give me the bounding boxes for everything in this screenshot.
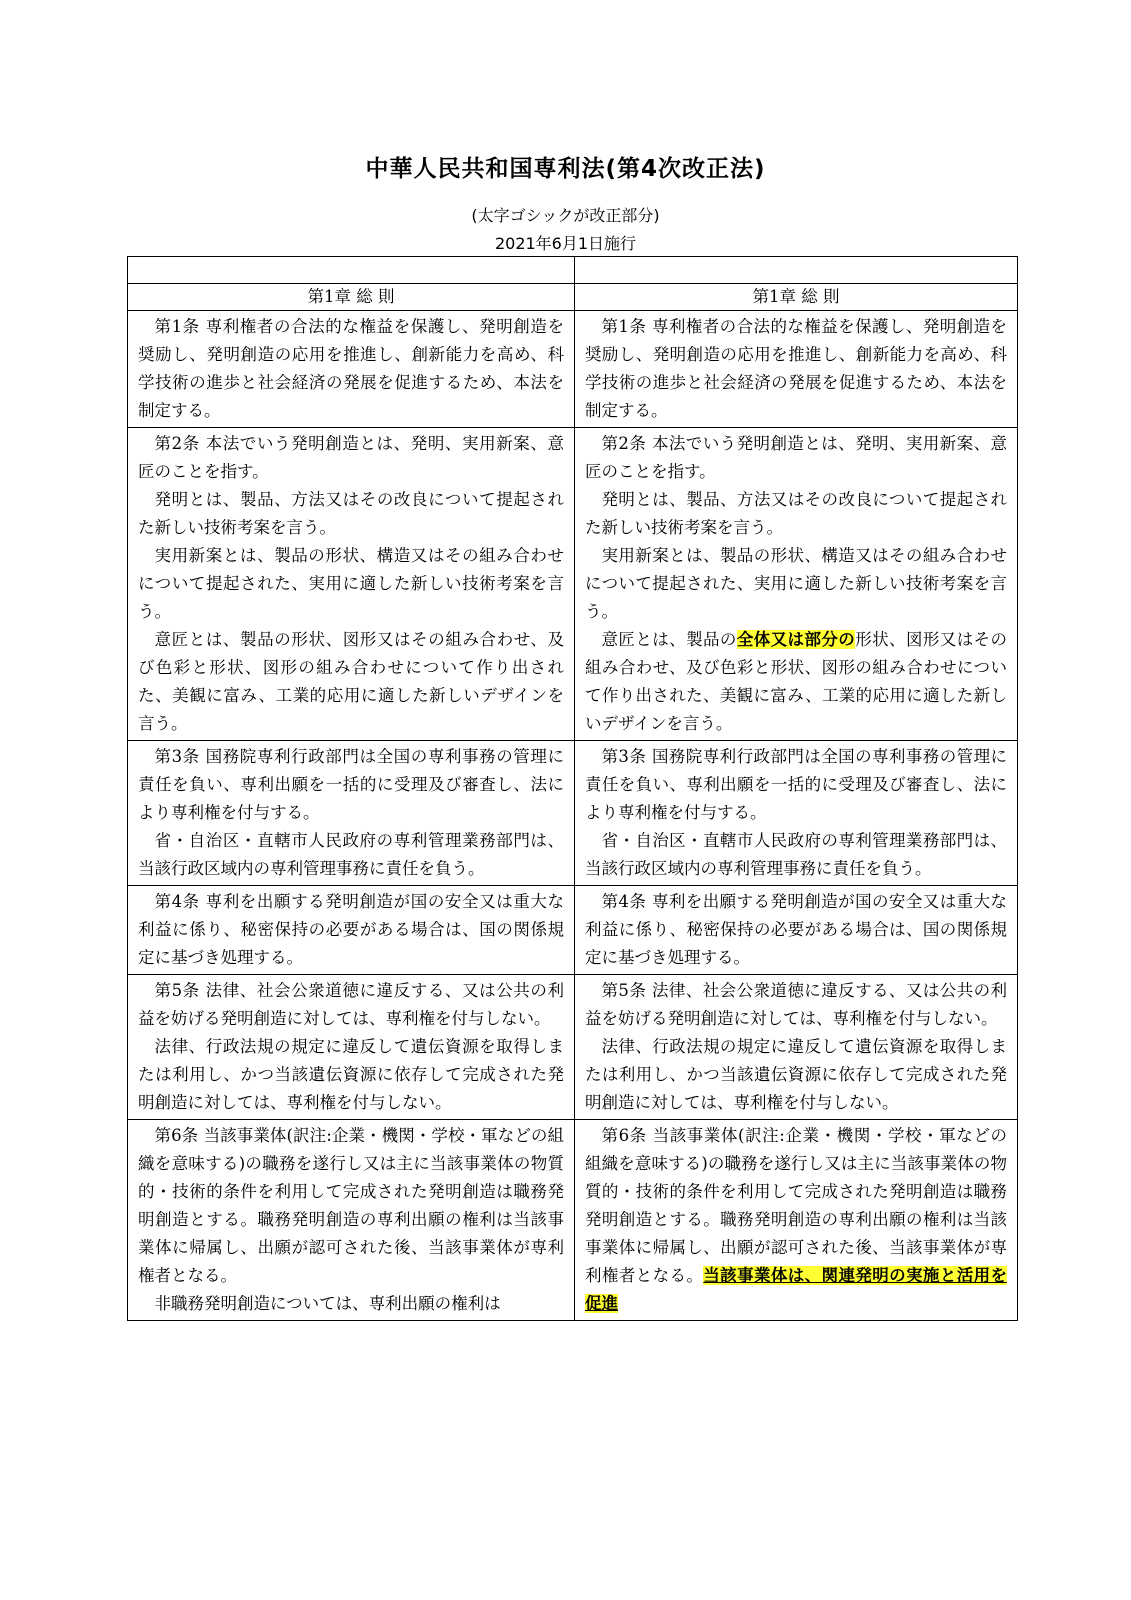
article-2-old bbox=[128, 428, 575, 741]
text-segment: 第6条 当該事業体(訳注:企業・機関・学校・軍などの組織を意味する)の職務を遂行し又は主に当該事業体の物質的・技術的条件を利用して完成された発明創造は職務発明創造とする。職務発明創造の専利出願の権利は当該事業体に帰属し、出願が認可された後、当該事業体が専利権者となる。 bbox=[585, 1126, 1007, 1285]
article-3-new bbox=[575, 741, 1018, 886]
paragraph: 第1条 専利権者の合法的な権益を保護し、発明創造を奨励し、発明創造の応用を推進し、創新能力を高め、科学技術の進歩と社会経済の発展を促進するため、本法を制定する。 bbox=[138, 317, 564, 420]
header-cell-left bbox=[128, 257, 575, 284]
paragraph: 第2条 本法でいう発明創造とは、発明、実用新案、意匠のことを指す。 bbox=[585, 434, 1007, 481]
document-title: 中華人民共和国専利法(第4次改正法) bbox=[365, 156, 766, 182]
paragraph: 意匠とは、製品の形状、図形又はその組み合わせ、及び色彩と形状、図形の組み合わせについて作り出された、美観に富み、工業的応用に適した新しいデザインを言う。 bbox=[138, 630, 564, 733]
paragraph: 実用新案とは、製品の形状、構造又はその組み合わせについて提起された、実用に適した新しい技術考案を言う。 bbox=[585, 546, 1007, 621]
article-3-row bbox=[128, 741, 1018, 886]
paragraph: 法律、行政法規の規定に違反して遺伝資源を取得しまたは利用し、かつ当該遺伝資源に依存して完成された発明創造に対しては、専利権を付与しない。 bbox=[138, 1037, 564, 1112]
article-5-old bbox=[128, 975, 575, 1120]
table-header-row bbox=[128, 257, 1018, 284]
article-5-row bbox=[128, 975, 1018, 1120]
article-4-old bbox=[128, 886, 575, 975]
text-segment: 形状、図形又はその組み合わせ、及び色彩と形状、図形の組み合わせについて作り出された、美観に富み、工業的応用に適した新しいデザインを言う。 bbox=[585, 630, 1008, 733]
paragraph: 第4条 専利を出願する発明創造が国の安全又は重大な利益に係り、秘密保持の必要がある場合は、国の関係規定に基づき処理する。 bbox=[585, 892, 1007, 967]
amendment-highlight: 全体又は部分の bbox=[736, 630, 856, 649]
article-1-new bbox=[575, 311, 1018, 428]
effective-date: 2021年6月1日施行 bbox=[494, 234, 637, 253]
paragraph: 第6条 当該事業体(訳注:企業・機関・学校・軍などの組織を意味する)の職務を遂行し又は主に当該事業体の物質的・技術的条件を利用して完成された発明創造は職務発明創造とする。職務発明創造の専利出願の権利は当該事業体に帰属し、出願が認可された後、当該事業体が専利権者となる。 bbox=[138, 1126, 564, 1285]
article-4-new bbox=[575, 886, 1018, 975]
amendment-highlight: 当該事業体は、関連発明の実施と活用を促進 bbox=[585, 1266, 1008, 1313]
paragraph: 非職務発明創造については、専利出願の権利は bbox=[154, 1294, 501, 1313]
paragraph: 実用新案とは、製品の形状、構造又はその組み合わせについて提起された、実用に適した新しい技術考案を言う。 bbox=[138, 546, 564, 621]
comparison-table bbox=[127, 256, 1018, 1321]
chapter-left: 第1章 総 則 bbox=[128, 284, 575, 311]
chapter-right: 第1章 総 則 bbox=[575, 284, 1018, 311]
article-6-old bbox=[128, 1120, 575, 1321]
header-cell-right bbox=[575, 257, 1018, 284]
article-2-row bbox=[128, 428, 1018, 741]
article-4-row bbox=[128, 886, 1018, 975]
article-6-row bbox=[128, 1120, 1018, 1321]
paragraph: 発明とは、製品、方法又はその改良について提起された新しい技術考案を言う。 bbox=[138, 490, 564, 537]
paragraph: 第5条 法律、社会公衆道徳に違反する、又は公共の利益を妨げる発明創造に対しては、専利権を付与しない。 bbox=[138, 981, 564, 1028]
article-1-row bbox=[128, 311, 1018, 428]
paragraph: 第1条 専利権者の合法的な権益を保護し、発明創造を奨励し、発明創造の応用を推進し、創新能力を高め、科学技術の進歩と社会経済の発展を促進するため、本法を制定する。 bbox=[585, 317, 1007, 420]
article-6-new bbox=[575, 1120, 1018, 1321]
paragraph: 省・自治区・直轄市人民政府の専利管理業務部門は、当該行政区域内の専利管理事務に責任を負う。 bbox=[138, 831, 564, 878]
document-subtitle: (太字ゴシックが改正部分) bbox=[471, 206, 660, 225]
paragraph: 省・自治区・直轄市人民政府の専利管理業務部門は、当該行政区域内の専利管理事務に責任を負う。 bbox=[585, 831, 1007, 878]
article-1-old bbox=[128, 311, 575, 428]
paragraph: 第5条 法律、社会公衆道徳に違反する、又は公共の利益を妨げる発明創造に対しては、専利権を付与しない。 bbox=[585, 981, 1007, 1028]
chapter-row bbox=[128, 284, 1018, 311]
paragraph: 第3条 国務院専利行政部門は全国の専利事務の管理に責任を負い、専利出願を一括的に受理及び審査し、法により専利権を付与する。 bbox=[585, 747, 1007, 822]
article-5-new bbox=[575, 975, 1018, 1120]
paragraph: 第3条 国務院専利行政部門は全国の専利事務の管理に責任を負い、専利出願を一括的に受理及び審査し、法により専利権を付与する。 bbox=[138, 747, 564, 822]
article-3-old bbox=[128, 741, 575, 886]
paragraph bbox=[585, 1122, 1007, 1318]
paragraph: 第4条 専利を出願する発明創造が国の安全又は重大な利益に係り、秘密保持の必要がある場合は、国の関係規定に基づき処理する。 bbox=[138, 892, 564, 967]
paragraph: 第2条 本法でいう発明創造とは、発明、実用新案、意匠のことを指す。 bbox=[138, 434, 564, 481]
paragraph: 法律、行政法規の規定に違反して遺伝資源を取得しまたは利用し、かつ当該遺伝資源に依存して完成された発明創造に対しては、専利権を付与しない。 bbox=[585, 1037, 1007, 1112]
text-segment: 意匠とは、製品の bbox=[601, 630, 737, 649]
article-2-new bbox=[575, 428, 1018, 741]
paragraph: 発明とは、製品、方法又はその改良について提起された新しい技術考案を言う。 bbox=[585, 490, 1007, 537]
paragraph bbox=[585, 626, 1007, 738]
